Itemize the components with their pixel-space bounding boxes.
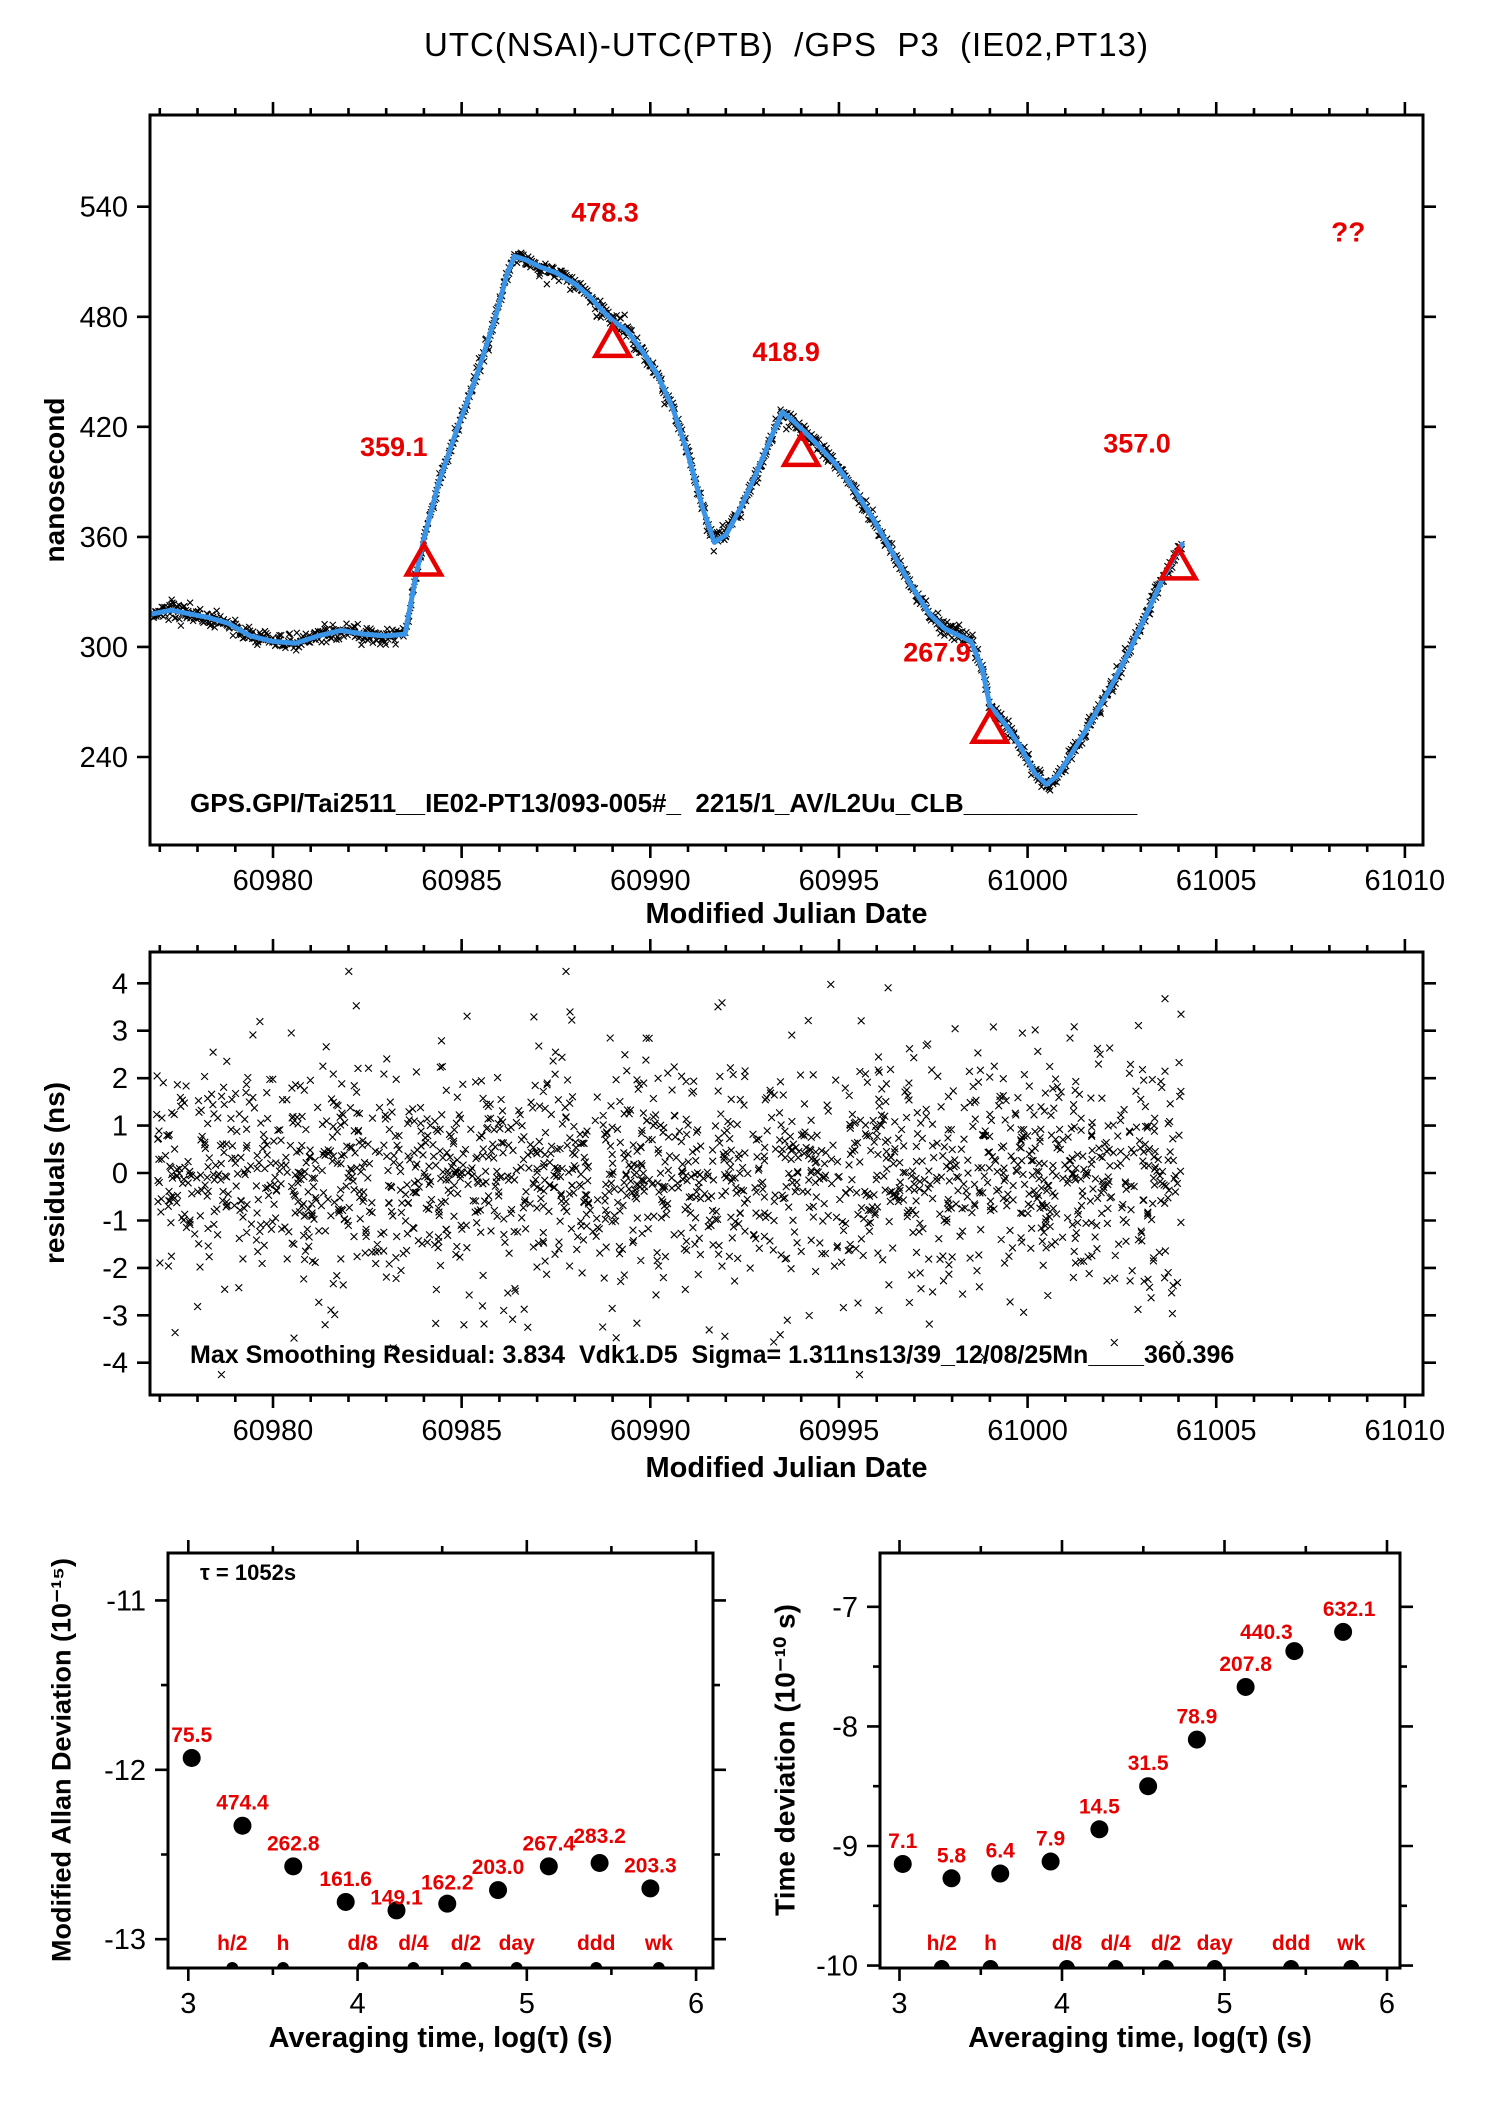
deviation-value-label: 203.3 <box>624 1854 677 1878</box>
calibration-value-label: 357.0 <box>1103 428 1171 459</box>
tau-grid-label: ddd <box>1271 1932 1311 1955</box>
deviation-value-label: 78.9 <box>1176 1705 1218 1729</box>
deviation-value-label: 207.8 <box>1219 1652 1272 1676</box>
missing-data-label: ?? <box>1331 216 1366 248</box>
deviation-point <box>1285 1642 1303 1660</box>
mdev-x-axis-label: Averaging time, log(τ) (s) <box>268 2022 613 2054</box>
tau-grid-dot <box>1343 1960 1359 1968</box>
tau-grid-label: h <box>276 1932 290 1955</box>
tau-grid-dot <box>590 1962 602 1968</box>
y-tick-label: -3 <box>102 1300 128 1333</box>
tau-grid-dot <box>1059 1960 1075 1968</box>
x-tick-label: 5 <box>1216 1988 1233 2020</box>
x-tick-label: 60980 <box>232 865 314 897</box>
chart-title: UTC(NSAI)-UTC(PTB) /GPS P3 (IE02,PT13) <box>424 26 1149 63</box>
y-tick-label: -7 <box>832 1591 858 1624</box>
deviation-point <box>1042 1853 1060 1871</box>
calibration-value-label: 267.9 <box>903 637 971 668</box>
x-tick-label: 61005 <box>1175 865 1257 897</box>
x-tick-label: 60985 <box>421 1415 502 1447</box>
x-tick-label: 61000 <box>987 865 1068 897</box>
deviation-value-label: 267.4 <box>522 1832 576 1856</box>
tau-grid-label: d/8 <box>347 1932 378 1955</box>
tau-grid-dot <box>934 1960 950 1968</box>
deviation-point <box>991 1865 1009 1883</box>
smoothed-phase-line <box>152 256 1182 784</box>
x-tick-label: 61010 <box>1364 1415 1446 1447</box>
deviation-point <box>894 1855 912 1873</box>
mdev-ticks <box>155 1540 726 1981</box>
x-tick-label: 61000 <box>987 1415 1068 1447</box>
tau-grid-label: d/4 <box>398 1932 429 1955</box>
tau-grid-label: day <box>1196 1932 1233 1955</box>
tau-grid-dot <box>983 1960 999 1968</box>
calibration-triangle-marker <box>1162 548 1196 578</box>
deviation-point <box>1237 1678 1255 1696</box>
tau-grid-label: h <box>984 1932 997 1955</box>
deviation-value-label: 5.8 <box>936 1844 967 1868</box>
deviation-point <box>540 1857 558 1875</box>
x-tick-label: 3 <box>891 1988 908 2020</box>
y-tick-label: 300 <box>79 631 128 664</box>
y-tick-label: 2 <box>111 1063 128 1096</box>
x-tick-label: 4 <box>1053 1988 1071 2020</box>
x-tick-label: 61010 <box>1364 865 1446 897</box>
phase-ticks <box>137 102 1436 858</box>
tau-grid-dot <box>407 1962 419 1968</box>
residuals-x-axis-label: Modified Julian Date <box>645 1452 928 1484</box>
tau-grid-label: ddd <box>576 1932 616 1955</box>
deviation-value-label: 162.2 <box>420 1871 474 1895</box>
residuals-ticks <box>137 939 1436 1408</box>
deviation-value-label: 632.1 <box>1322 1597 1376 1621</box>
raw-phase-scatter <box>149 250 1184 794</box>
residuals-scatter <box>153 968 1184 1378</box>
tau-grid-label: h/2 <box>217 1932 248 1955</box>
x-tick-label: 6 <box>1378 1988 1396 2020</box>
deviation-point <box>233 1817 251 1835</box>
deviation-value-label: 262.8 <box>266 1832 320 1856</box>
phase-frame <box>150 115 1423 845</box>
calibration-value-label: 418.9 <box>752 336 820 367</box>
deviation-point <box>641 1879 659 1897</box>
deviation-value-label: 14.5 <box>1078 1795 1120 1819</box>
residuals-panel <box>102 939 1445 1447</box>
y-tick-label: -1 <box>102 1205 128 1238</box>
tau-grid-label: d/4 <box>1100 1932 1131 1955</box>
y-tick-label: -9 <box>832 1831 858 1864</box>
y-tick-label: 240 <box>79 741 128 774</box>
tau-grid-dot <box>511 1962 523 1968</box>
y-tick-label: 3 <box>111 1015 128 1048</box>
deviation-point <box>183 1749 201 1767</box>
residuals-footer-label: Max Smoothing Residual: 3.834 Vdk1.D5 Sigma= 1.311ns13/39_12/08/25Mn____360.396 <box>190 1341 1235 1369</box>
x-tick-label: 4 <box>349 1988 366 2020</box>
x-tick-label: 60995 <box>798 865 880 897</box>
x-tick-label: 61005 <box>1175 1415 1257 1447</box>
y-tick-label: -4 <box>102 1347 128 1380</box>
deviation-value-label: 7.1 <box>888 1829 918 1853</box>
deviation-value-label: 440.3 <box>1240 1621 1293 1645</box>
tdev-panel <box>816 1540 1413 2020</box>
deviation-value-label: 6.4 <box>985 1839 1015 1863</box>
tau-grid-dot <box>277 1962 289 1968</box>
y-tick-label: 0 <box>111 1158 128 1191</box>
calibration-value-label: 478.3 <box>571 197 639 228</box>
tau-grid-dot <box>357 1962 369 1968</box>
y-tick-label: -10 <box>816 1950 858 1983</box>
tau-grid-dot <box>226 1962 238 1968</box>
deviation-value-label: 31.5 <box>1127 1752 1169 1776</box>
tau-grid-label: h/2 <box>926 1932 957 1955</box>
tau-grid-dot <box>1283 1960 1299 1968</box>
y-tick-label: 480 <box>79 301 128 334</box>
deviation-point <box>1090 1820 1108 1838</box>
x-tick-label: 3 <box>180 1988 197 2020</box>
deviation-value-label: 474.4 <box>216 1791 269 1815</box>
deviation-value-label: 283.2 <box>573 1824 626 1848</box>
tau-grid-label: d/2 <box>450 1932 482 1955</box>
y-tick-label: 540 <box>79 191 128 224</box>
deviation-point <box>1188 1731 1206 1749</box>
deviation-point <box>591 1854 609 1872</box>
deviation-point <box>943 1869 961 1887</box>
residuals-y-axis-label: residuals (ns) <box>39 1081 70 1265</box>
y-tick-label: -2 <box>102 1252 128 1285</box>
calibration-value-label: 359.1 <box>359 432 428 463</box>
deviation-point <box>1139 1777 1157 1795</box>
x-tick-label: 60995 <box>798 1415 880 1447</box>
deviation-point <box>1334 1623 1352 1641</box>
y-tick-label: -12 <box>104 1754 146 1787</box>
x-tick-label: 60990 <box>609 865 691 897</box>
tau-grid-dot <box>1158 1960 1174 1968</box>
mdev-panel <box>104 1540 726 2020</box>
deviation-point <box>337 1893 355 1911</box>
phase-y-axis-label: nanosecond <box>39 397 70 563</box>
y-tick-label: -8 <box>832 1711 858 1744</box>
calibration-triangle-marker <box>407 545 441 575</box>
residuals-frame <box>150 952 1423 1395</box>
y-tick-label: 360 <box>79 521 128 554</box>
phase-x-axis-label: Modified Julian Date <box>645 898 928 930</box>
deviation-point <box>489 1881 507 1899</box>
tau-grid-label: day <box>498 1932 535 1955</box>
deviation-value-label: 203.0 <box>471 1856 525 1880</box>
phase-footer-label: GPS.GPI/Tai2511__IE02-PT13/093-005#_ 2215/1_AV/L2Uu_CLB____________ <box>190 788 1138 818</box>
tau-grid-dot <box>460 1962 472 1968</box>
deviation-value-label: 7.9 <box>1036 1827 1066 1851</box>
tau-grid-label: wk <box>1337 1932 1366 1955</box>
phase-panel <box>80 102 1446 897</box>
y-tick-label: 420 <box>79 411 128 444</box>
deviation-value-label: 161.6 <box>319 1867 372 1891</box>
tau-grid-label: wk <box>644 1932 673 1955</box>
deviation-value-label: 149.1 <box>370 1886 423 1910</box>
y-tick-label: 1 <box>111 1110 128 1143</box>
x-tick-label: 5 <box>518 1988 535 2020</box>
tau-grid-label: d/2 <box>1150 1932 1182 1955</box>
x-tick-label: 60985 <box>421 865 502 897</box>
deviation-point <box>284 1857 302 1875</box>
tau-grid-dot <box>1207 1960 1223 1968</box>
x-tick-label: 60990 <box>609 1415 691 1447</box>
tau-annotation: τ = 1052s <box>200 1560 297 1585</box>
x-tick-label: 60980 <box>232 1415 314 1447</box>
tau-grid-label: d/8 <box>1051 1932 1083 1955</box>
tdev-x-axis-label: Averaging time, log(τ) (s) <box>968 2022 1312 2054</box>
deviation-value-label: 75.5 <box>171 1723 213 1747</box>
x-tick-label: 6 <box>688 1988 705 2020</box>
tau-grid-dot <box>1108 1960 1124 1968</box>
mdev-y-axis-label: Modified Allan Deviation (10⁻¹⁵) <box>46 1558 77 1962</box>
y-tick-label: -13 <box>104 1924 146 1957</box>
y-tick-label: -11 <box>106 1585 146 1618</box>
y-tick-label: 4 <box>111 968 128 1001</box>
deviation-point <box>438 1895 456 1913</box>
tau-grid-dot <box>653 1962 665 1968</box>
tdev-y-axis-label: Time deviation (10⁻¹⁰ s) <box>769 1604 801 1916</box>
